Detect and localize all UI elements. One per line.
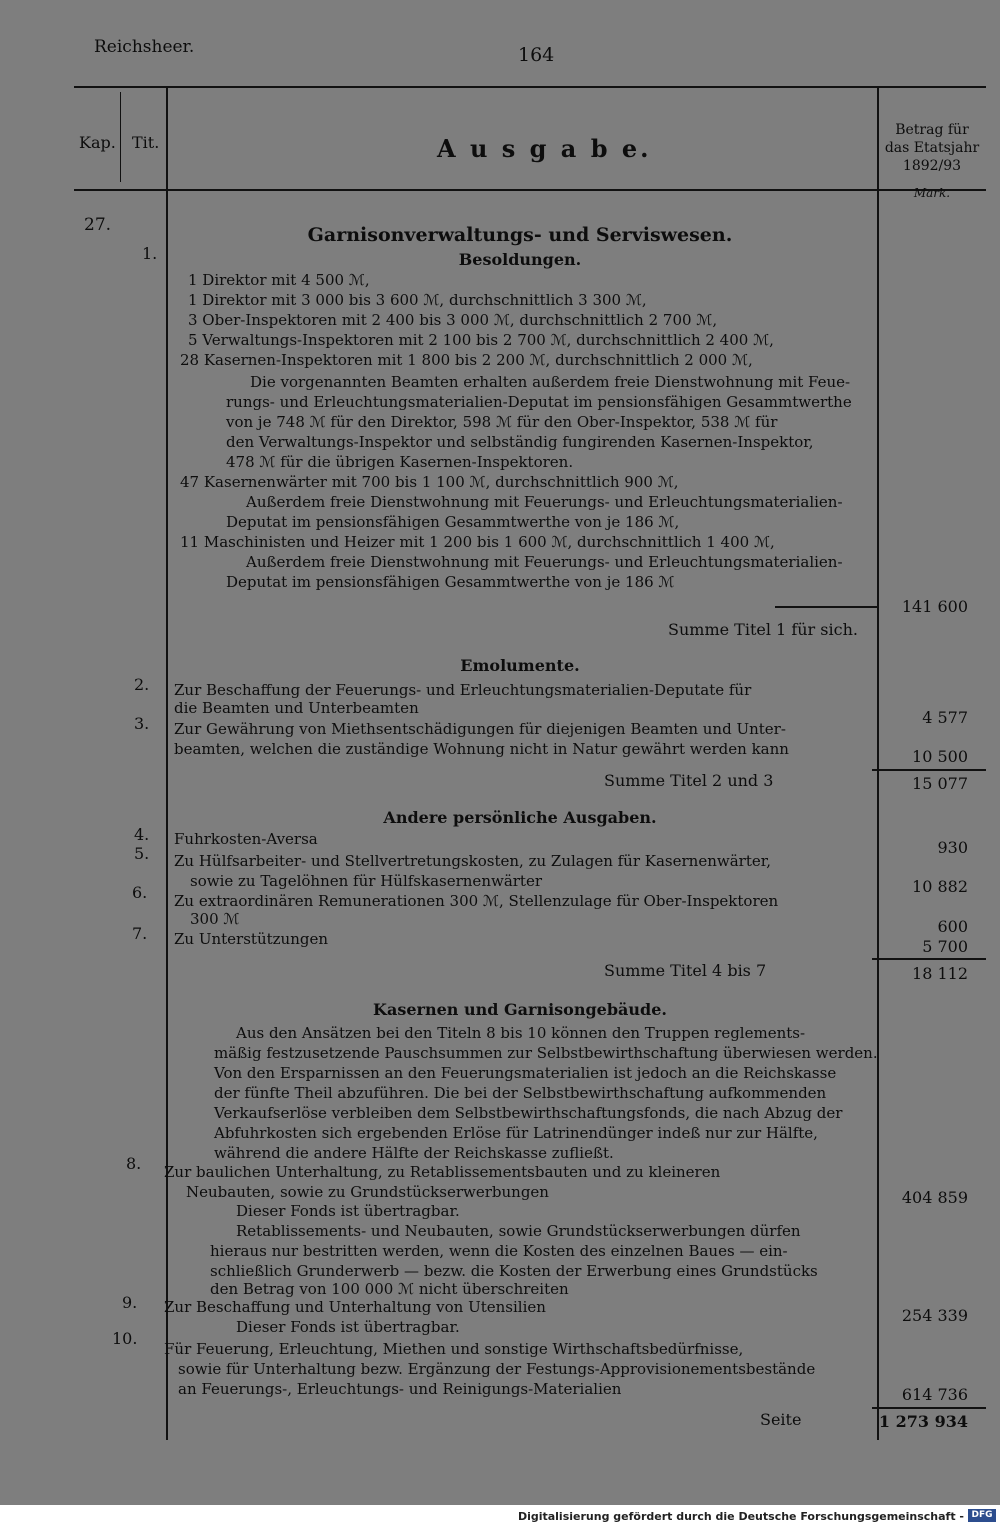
title-number-4: 4. [134,825,150,844]
ausgabe-title: A u s g a b e. [437,134,652,163]
title-8-note: Dieser Fonds ist übertragbar. [236,1202,460,1220]
dfg-logo: DFG [968,1509,996,1522]
besoldung-line: 47 Kasernenwärter mit 700 bis 1 100 ℳ, durchschnittlich 900 ℳ, [180,473,679,491]
running-head: Reichsheer. [94,37,195,57]
title-2-text: die Beamten und Unterbeamten [174,699,419,717]
title-3-text: beamten, welchen die zuständige Wohnung nicht in Natur gewährt werden kann [174,740,789,758]
besoldung-note: von je 748 ℳ für den Direktor, 598 ℳ für den Ober-Inspektor, 538 ℳ für [226,413,778,431]
betrag-line1: Betrag für [895,122,969,138]
title-number-5: 5. [134,844,150,863]
sum-amount-2-3: 15 077 [912,774,968,793]
amount-title-1: 141 600 [901,597,968,616]
title-number-2: 2. [134,675,150,694]
title-6-text: 300 ℳ [190,910,240,928]
header-top-rule [74,86,986,88]
section-heading-andere: Andere persönliche Ausgaben. [383,808,657,827]
besoldung-note: Deputat im pensionsfähigen Gesammtwerthe von je 186 ℳ, [226,513,680,531]
amount-title-5: 10 882 [912,877,968,896]
besoldung-line: 28 Kasernen-Inspektoren mit 1 800 bis 2 200 ℳ, durchschnittlich 2 000 ℳ, [180,351,753,369]
title-number-8: 8. [126,1154,142,1173]
text-column-left-rule [166,88,168,1440]
section-heading-besoldungen: Besoldungen. [458,250,582,269]
section-heading-emolumente: Emolumente. [460,656,580,675]
unit-label: Mark. [913,186,951,200]
kasernen-intro: Verkaufserlöse verbleiben dem Selbstbewirthschaftungsfonds, die nach Abzug der [214,1104,843,1122]
kasernen-intro: Von den Ersparnissen an den Feuerungsmaterialien ist jedoch an die Reichskasse [214,1064,837,1082]
seite-amount: 1 273 934 [878,1412,968,1431]
title-number-10: 10. [112,1329,138,1348]
title-4-text: Fuhrkosten-Aversa [174,830,318,848]
title-8-note: hieraus nur bestritten werden, wenn die Kosten des einzelnen Baues — ein- [210,1242,788,1260]
besoldung-note: Deputat im pensionsfähigen Gesammtwerthe von je 186 ℳ [226,573,675,591]
besoldung-line: 3 Ober-Inspektoren mit 2 400 bis 3 000 ℳ, durchschnittlich 2 700 ℳ, [188,311,718,329]
kasernen-intro: Abfuhrkosten sich ergebenden Erlöse für Latrinendünger indeß nur zur Hälfte, [214,1124,818,1142]
footer-credit: Digitalisierung gefördert durch die Deutsche Forschungsgemeinschaft - [517,1510,964,1523]
besoldung-note: 478 ℳ für die übrigen Kasernen-Inspektoren. [226,453,574,471]
title-10-text: Für Feuerung, Erleuchtung, Miethen und sonstige Wirthschaftsbedürfnisse, [164,1340,744,1358]
title-8-note: den Betrag von 100 000 ℳ nicht überschreiten [210,1280,569,1298]
seite-label: Seite [760,1410,802,1429]
title-number-6: 6. [132,883,148,902]
kasernen-intro: während die andere Hälfte der Reichskasse zufließt. [214,1144,614,1162]
sum-amount-4-7: 18 112 [912,964,968,983]
title-8-text: Neubauten, sowie zu Grundstückserwerbungen [186,1183,549,1201]
amount-title-3: 10 500 [912,747,968,766]
title-7-text: Zu Unterstützungen [174,930,329,948]
title-6-text: Zu extraordinären Remunerationen 300 ℳ, Stellenzulage für Ober-Inspektoren [174,892,779,910]
title-number-3: 3. [134,714,150,733]
title-number-7: 7. [132,924,148,943]
betrag-line2: das Etatsjahr [884,140,980,156]
besoldung-note: den Verwaltungs-Inspektor und selbständig fungirenden Kasernen-Inspektor, [226,433,814,451]
title-3-text: Zur Gewährung von Miethsentschädigungen für diejenigen Beamten und Unter- [174,720,786,738]
title-8-note: Retablissements- und Neubauten, sowie Grundstückserwerbungen dürfen [236,1222,801,1240]
title-number-1: 1. [142,244,158,263]
title-9-text: Zur Beschaffung und Unterhaltung von Utensilien [164,1298,546,1316]
kasernen-intro: mäßig festzusetzende Pauschsummen zur Selbstbewirthschaftung überwiesen werden. [214,1044,878,1062]
title-2-text: Zur Beschaffung der Feuerungs- und Erleuchtungsmaterialien-Deputate für [174,681,752,699]
tit-header: Tit. [132,133,160,152]
amount-title-4: 930 [937,838,968,857]
sum-rule [872,958,986,960]
title-5-text: Zu Hülfsarbeiter- und Stellvertretungskosten, zu Zulagen für Kasernenwärter, [174,852,772,870]
besoldung-note: Die vorgenannten Beamten erhalten außerdem freie Dienstwohnung mit Feue- [250,373,851,391]
kasernen-intro: Aus den Ansätzen bei den Titeln 8 bis 10 können den Truppen reglements- [236,1024,806,1042]
title-8-note: schließlich Grunderwerb — bezw. die Kosten der Erwerbung eines Grundstücks [210,1262,818,1280]
kap-tit-divider [120,92,121,182]
kasernen-intro: der fünfte Theil abzuführen. Die bei der Selbstbewirthschaftung aufkommenden [214,1084,827,1102]
title-10-text: sowie für Unterhaltung bezw. Ergänzung der Festungs-Approvisionementsbestände [178,1360,816,1378]
besoldung-note: rungs- und Erleuchtungsmaterialien-Deputat im pensionsfähigen Gesammtwerthe [226,393,852,411]
sum-label-title-1: Summe Titel 1 für sich. [668,620,858,639]
sum-rule [872,1407,986,1409]
title-10-text: an Feuerungs-, Erleuchtungs- und Reinigungs-Materialien [178,1380,622,1398]
amount-title-7: 5 700 [922,937,968,956]
title-8-text: Zur baulichen Unterhaltung, zu Retablissementsbauten und zu kleineren [164,1163,721,1181]
besoldung-line: 11 Maschinisten und Heizer mit 1 200 bis 1 600 ℳ, durchschnittlich 1 400 ℳ, [180,533,775,551]
title-number-9: 9. [122,1293,138,1312]
amount-column-left-rule [877,88,879,1440]
amount-title-8: 404 859 [901,1188,968,1207]
sum-label-4-7: Summe Titel 4 bis 7 [604,961,767,980]
sum-rule [872,769,986,771]
sum-label-2-3: Summe Titel 2 und 3 [604,771,774,790]
amount-title-2: 4 577 [922,708,968,727]
besoldung-note: Außerdem freie Dienstwohnung mit Feuerungs- und Erleuchtungsmaterialien- [246,493,843,511]
besoldung-line: 1 Direktor mit 4 500 ℳ, [188,271,370,289]
chapter-number: 27. [84,215,112,235]
amount-title-10: 614 736 [901,1385,968,1404]
header-bottom-rule [74,189,986,191]
title-5-text: sowie zu Tagelöhnen für Hülfskasernenwärter [190,872,543,890]
betrag-line3: 1892/93 [902,158,962,174]
besoldung-line: 5 Verwaltungs-Inspektoren mit 2 100 bis 2 700 ℳ, durchschnittlich 2 400 ℳ, [188,331,774,349]
besoldung-line: 1 Direktor mit 3 000 bis 3 600 ℳ, durchschnittlich 3 300 ℳ, [188,291,647,309]
amount-title-6: 600 [937,917,968,936]
sum-rule [775,606,877,608]
page-number: 164 [518,44,555,66]
title-9-note: Dieser Fonds ist übertragbar. [236,1318,460,1336]
amount-title-9: 254 339 [901,1306,968,1325]
chapter-heading: Garnisonverwaltungs- und Serviswesen. [307,224,733,246]
kap-header: Kap. [79,133,116,152]
section-heading-kasernen: Kasernen und Garnisongebäude. [373,1000,667,1019]
besoldung-note: Außerdem freie Dienstwohnung mit Feuerungs- und Erleuchtungsmaterialien- [246,553,843,571]
